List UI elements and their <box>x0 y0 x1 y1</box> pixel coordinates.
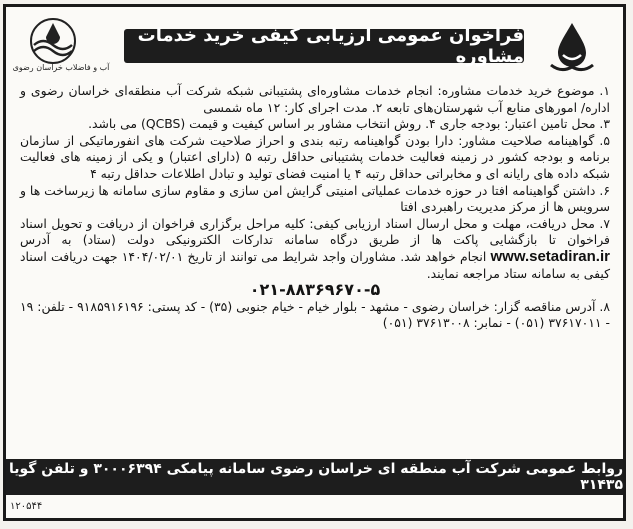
water-drop-hands-icon <box>549 21 595 75</box>
item-6: ۶. داشتن گواهینامه افتا در حوزه خدمات عملیاتی امنیتی گرایش امن سازی و مقاوم سازی سامانه ها زیرساخت ها و سرویس ها از مرکز مدیریت راهبردی افتا <box>20 182 610 215</box>
ad-body <box>20 83 610 332</box>
logo-caption: آب و فاضلاب خراسان رضوی <box>12 63 110 72</box>
phone-number-large: ۰۲۱-۸۸۳۶۹۶۷۰-۵ <box>249 280 381 300</box>
item-8: ۸. آدرس مناقصه گزار: خراسان رضوی - مشهد - بلوار خیام - خیام جنوبی (۳۵) - کد پستی: ۹۱۸۵۹۱۶۱۹۶ - تلفن: ۱۹ - ۳۷۶۱۷۰۱۱ (۰۵۱) - نمابر: ۳۷۶۱۳۰۰۸ (۰۵۱) <box>20 298 610 331</box>
item-7 <box>20 216 610 282</box>
ad-title: فراخوان عمومی ارزیابی کیفی خرید خدمات مشاوره <box>124 29 524 63</box>
newspaper-ad <box>3 4 626 521</box>
ad-footer: روابط عمومی شرکت آب منطقه ای خراسان رضوی سامانه پیامکی ۳۰۰۰۶۳۹۴ و تلفن گویا ۳۱۴۳۵ <box>6 459 623 495</box>
item-7-text: ۷. محل دریافت، مهلت و محل ارسال اسناد ارزیابی کیفی: کلیه مراحل برگزاری فراخوان از دریافت و تحویل اسناد فراخوان تا بازگشایی پاکت ها از طریق درگاه سامانه تدارکات <box>20 215 610 248</box>
ad-code: ۱۲۰۵۴۴ <box>10 501 43 512</box>
item-5: ۵. گواهینامه صلاحیت مشاور: دارا بودن گواهینامه رتبه بندی و احراز صلاحیت شرکت های انفورماتیکی از سازمان برنامه و بودجه کشور در زمینه فعالیت خدمات پشتیبانی حداقل رتبه ۵ (دارای اعتبار) و یکی از زمینه های فعالیت شبکه داده های رایانه ای و مخابراتی حداقل رتبه ۴ یا امنیت فضای تولید و تبادل اطلاعات حداقل رتبه ۴ <box>20 132 610 181</box>
item-7-text-b: الکترونیکی دولت (ستاد) به آدرس <box>20 232 221 248</box>
item-1-2: ۱. موضوع خرید خدمات مشاوره: انجام خدمات مشاوره‌ای پشتیبانی شبکه شرکت آب منطقه‌ای خراسان رضوی و اداره/ امورهای منابع آب شهرستان‌های تابعه ۲. مدت اجرای کار: ۱۲ ماه شمسی <box>20 83 610 115</box>
item-3-4: ۳. محل تامین اعتبار: بودجه جاری ۴. روش انتخاب مشاور بر اساس کیفیت و قیمت (QCBS) می باشد. <box>88 116 610 132</box>
setadiran-link[interactable]: www.setadiran.ir <box>490 247 610 265</box>
item-7-text-c: انجام خواهد شد. مشاوران واجد شرایط می توانند از تاریخ ۱۴۰۴/۰۲/۰۱ جهت دریافت اسناد کیفی به سامانه ستاد مراجعه نمایند. <box>20 248 610 281</box>
ad-header <box>6 7 623 77</box>
